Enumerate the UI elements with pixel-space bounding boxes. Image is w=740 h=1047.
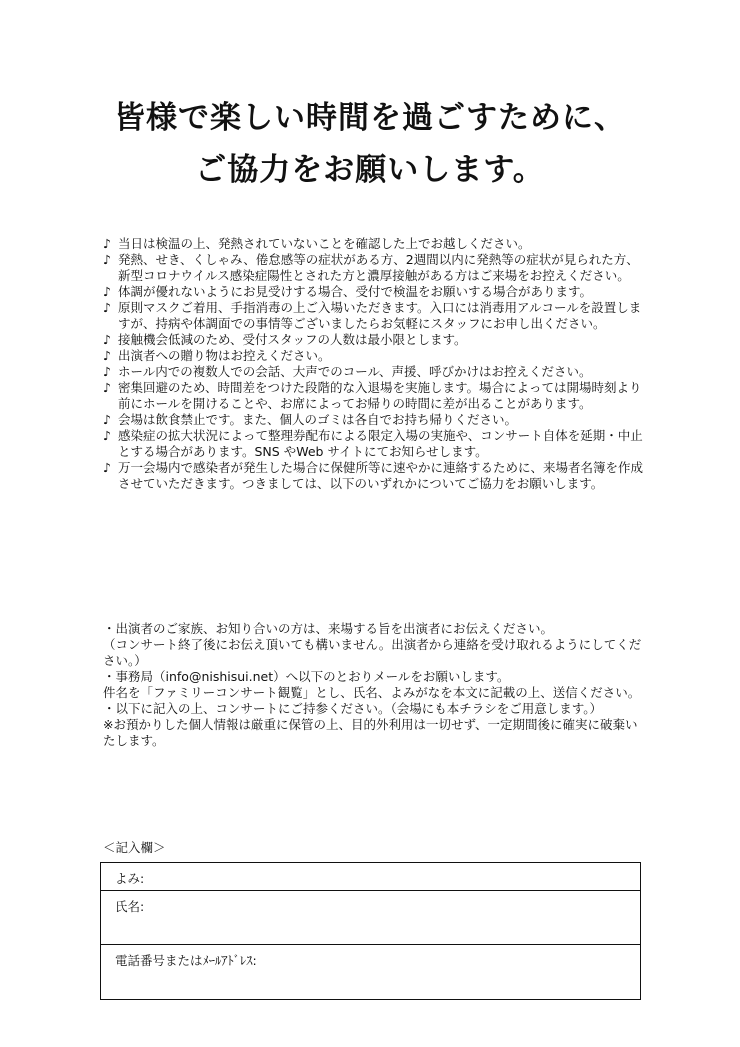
- notice-item: ♪ 密集回避のため、時間差をつけた段階的な入退場を実施します。場合によっては開場時刻より前にホールを開けることや、お席によってお帰りの時間に差が出ることがあります。: [103, 380, 642, 411]
- notice-item: ♪ 万一会場内で感染者が発生した場合に保健所等に速やかに連絡するために、来場者名簿を作成させていただきます。つきましては、以下のいずれかについてご協力をお願いします。: [103, 460, 644, 491]
- notice-list: [103, 236, 648, 492]
- entry-form: [100, 862, 641, 1000]
- notice-item: ♪ 接触機会低減のため、受付スタッフの人数は最小限とします。: [103, 332, 467, 347]
- music-note-icon: ♪: [103, 412, 111, 427]
- notice-item: ♪ ホール内での複数人での会話、大声でのコール、声援、呼びかけはお控えください。: [103, 364, 592, 379]
- music-note-icon: ♪: [103, 380, 111, 395]
- music-note-icon: ♪: [103, 364, 111, 379]
- music-note-icon: ♪: [103, 284, 111, 299]
- music-note-icon: ♪: [103, 300, 111, 315]
- notice-item: ♪ 会場は飲食禁止です。また、個人のゴミは各自でお持ち帰りください。: [103, 412, 518, 427]
- notice-item: ♪ 発熱、せき、くしゃみ、倦怠感等の症状がある方、2週間以内に発熱等の症状が見られた方、新型コロナウイルス感染症陽性とされた方と濃厚接触がある方はご来場をお控えください。: [103, 252, 639, 283]
- yomi-label: よみ:: [115, 871, 145, 886]
- contact-label: 電話番号またはﾒｰﾙｱﾄﾞﾚｽ:: [115, 953, 257, 968]
- contact-info-section: [103, 621, 643, 749]
- music-note-icon: ♪: [103, 428, 111, 443]
- info-line: ・出演者のご家族、お知り合いの方は、来場する旨を出演者にお伝えください。: [103, 621, 554, 636]
- page-title-line-1: 皆様で楽しい時間を過ごすために、: [114, 100, 626, 136]
- music-note-icon: ♪: [103, 236, 111, 251]
- notice-item: ♪ 原則マスクご着用、手指消毒の上ご入場いただきます。入口には消毒用アルコールを設置しますが、持病や体調面での事情等ございましたらお気軽にスタッフにお申し出ください。: [103, 300, 642, 331]
- info-line: ※お預かりした個人情報は厳重に保管の上、目的外利用は一切せず、一定期間後に確実に破棄いたします。: [103, 717, 638, 748]
- notice-item: ♪ 当日は検温の上、発熱されていないことを確認した上でお越しください。: [103, 236, 531, 251]
- music-note-icon: ♪: [103, 332, 111, 347]
- yomi-field[interactable]: [101, 863, 640, 891]
- name-label: 氏名:: [115, 899, 145, 914]
- info-line: 件名を「ファミリーコンサート観覧」とし、氏名、よみがなを本文に記載の上、送信ください。: [103, 685, 641, 700]
- name-field[interactable]: [101, 891, 640, 945]
- music-note-icon: ♪: [103, 252, 111, 267]
- form-heading: ＜記入欄＞: [103, 840, 166, 855]
- notice-item: ♪ 感染症の拡大状況によって整理券配布による限定入場の実施や、コンサート自体を延期・中止とする場合があります。SNS やWeb サイトにてお知らせします。: [103, 428, 643, 459]
- music-note-icon: ♪: [103, 460, 111, 475]
- notice-item: ♪ 出演者への贈り物はお控えください。: [103, 348, 331, 363]
- info-line: ・事務局（info@nishisui.net）へ以下のとおりメールをお願いします。: [103, 669, 510, 684]
- music-note-icon: ♪: [103, 348, 111, 363]
- info-line: （コンサート終了後にお伝え頂いても構いません。出演者から連絡を受け取れるようにしてください。）: [103, 637, 642, 668]
- info-line: ・以下に記入の上、コンサートにご持参ください。（会場にも本チラシをご用意します。）: [103, 701, 603, 716]
- contact-field[interactable]: [101, 945, 640, 1000]
- page-title-line-2: ご協力をお願いします。: [195, 152, 545, 188]
- notice-item: ♪ 体調が優れないようにお見受けする場合、受付で検温をお願いする場合があります。: [103, 284, 593, 299]
